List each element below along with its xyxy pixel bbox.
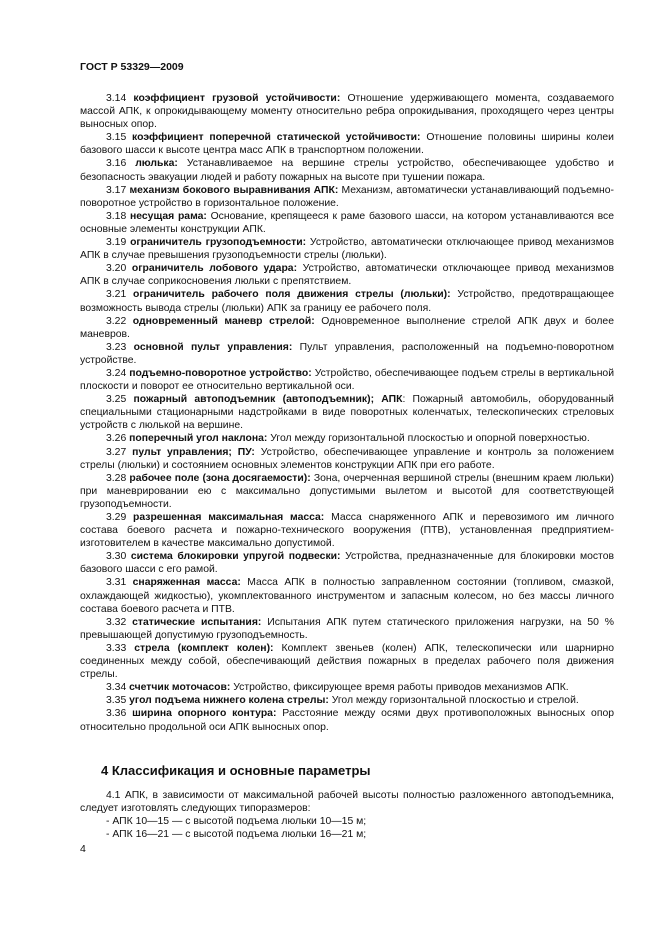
definition-number: 3.29 [106,512,127,523]
definition-text: Одновременное выполнение стрелой АПК двух и более маневров. [80,315,614,340]
definition-item [80,210,614,236]
definition-text: Устанавливаемое на вершине стрелы устройство, обеспечивающее удобство и безопасность эвакуации людей и работу пожарных на высоте при тушении пожара. [80,158,614,183]
definition-number: 3.16 [106,158,127,170]
definition-term: стрела (комплект колен): [134,642,274,654]
definition-number: 3.26 [106,433,127,445]
definition-item [80,550,614,576]
definition-text: Комплект звеньев (колен) АПК, телескопически или шарнирно соединенных между собой, обеспечивающий действия пожарных в пределах рабочего поля движения стрелы. [80,642,615,681]
definition-term: поперечный угол наклона: [129,433,268,445]
definition-item [80,131,614,157]
definition-item [80,92,614,131]
definition-item [80,446,614,472]
definition-item [80,341,614,367]
definition-item [80,681,614,694]
definition-text: Испытания АПК путем статического приложения нагрузки, на 50 % превышающей допустимую грузоподъемность. [80,616,615,641]
definition-term: ширина опорного контура: [132,708,277,720]
definition-term: снаряженная масса: [132,577,241,589]
definition-term: статические испытания: [132,616,262,628]
definition-text: Устройство, автоматически отключающее привод механизмов АПК в случае соприкосновения люльки с препятствием. [80,263,614,288]
definition-term: основной пульт управления: [133,341,293,353]
definition-text: Отношение удерживающего момента, создаваемого массой АПК, к опрокидывающему моменту относительно ребра опрокидывания, проходящего через центры выносных опор. [80,93,615,131]
definition-term: рабочее поле (зона досягаемости): [129,472,311,484]
definition-term: люлька: [135,158,178,170]
definition-number: 3.18 [106,210,127,222]
page-content [80,92,614,841]
definition-term: несущая рама: [129,210,207,222]
definition-number: 3.33 [106,642,127,654]
definition-text: Механизм, автоматически устанавливающий подъемно-поворотное устройство в горизонтальное положение. [80,184,614,209]
definition-item [80,576,614,615]
list-item: - АПК 16—21 — с высотой подъема люльки 16—21 м; [106,828,367,840]
definition-text: Масса снаряженного АПК и перевозимого им личного состава боевого расчета и пожарно-технического вооружения (ПТВ), установленная предприятием-изготовителем в качестве максимально допустимой. [80,512,614,550]
definition-term: разрешенная максимальная масса: [133,512,325,523]
definition-number: 3.20 [106,263,127,275]
definition-text: Угол между горизонтальной плоскостью и опорной поверхностью. [267,433,590,445]
definition-number: 3.36 [106,708,127,720]
definition-item [80,367,614,393]
definition-text: Масса АПК в полностью заправленном состоянии (топливом, смазкой, охлаждающей жидкостью), укомплектованного инструментом и запасным колесом, но без массы личного состава боевого расчета и ПТВ. [80,577,614,615]
definition-term: механизм бокового выравнивания АПК: [129,184,339,196]
definition-text: Отношение половины ширины колеи базового шасси к высоте центра масс АПК в транспортном положении. [80,132,614,157]
definition-text: Устройство, предотвращающее возможность вывода стрелы (люльки) АПК за границу ее рабочего поля. [80,289,614,314]
definition-text: Зона, очерченная вершиной стрелы (внешним краем люльки) при маневрировании ею с максимально допустимыми вылетом и высотой для соответствующей грузоподъемности. [80,472,614,510]
definition-text: Устройство, автоматически отключающее привод механизмов АПК в случае превышения грузоподъемности стрелы (люльки). [80,237,615,262]
definition-text: Устройство, обеспечивающее подъем стрелы в вертикальной плоскости и поворот ее относительно вертикальной оси. [80,367,615,393]
definition-item [80,262,614,288]
definition-number: 3.32 [106,616,127,628]
definition-text: : Пожарный автомобиль, оборудованный специальными стационарными надстройками в виде поворотных коленчатых, телескопических стреловых устройств с люлькой на вершине. [80,394,614,432]
definition-text: Угол между горизонтальной плоскостью и стрелой. [328,695,579,707]
definition-item [80,432,614,445]
definition-number: 3.34 [106,682,127,694]
definition-term: подъемно-поворотное устройство: [129,367,312,379]
section-title: 4 Классификация и основные параметры [101,762,371,778]
definition-number: 3.17 [106,184,127,196]
definition-text: Устройство, обеспечивающее управление и контроль за положением стрелы (люльки) и состоянием основных элементов конструкции АПК при его работе. [80,446,614,471]
definition-term: пожарный автоподъемник (автоподъемник); АПК [133,394,403,406]
definition-term: коэффициент поперечной статической устойчивости: [132,132,421,144]
definitions-list [80,92,614,734]
definition-item [80,288,614,314]
definition-item [80,315,614,341]
definition-item [80,707,614,733]
definition-number: 3.24 [106,367,127,379]
definition-item [80,694,614,707]
definition-term: угол подъема нижнего колена стрелы: [129,695,329,707]
definition-term: ограничитель лобового удара: [131,263,298,275]
definition-number: 3.28 [106,472,127,484]
definition-number: 3.30 [106,551,127,563]
definition-text: Основание, крепящееся к раме базового шасси, на котором устанавливаются все основные элементы конструкции АПК. [80,210,614,235]
definition-item [80,236,614,262]
definition-term: коэффициент грузовой устойчивости: [133,93,341,104]
page-number: 4 [80,843,86,855]
definition-text: Пульт управления, расположенный на подъемно-поворотном устройстве. [80,341,615,366]
definition-text: Устройство, фиксирующее время работы приводов механизмов АПК. [230,682,569,694]
definition-item [80,616,614,642]
definition-number: 3.21 [106,289,127,301]
definition-number: 3.35 [106,695,127,707]
definition-item [80,511,614,550]
definition-term: счетчик моточасов: [129,682,231,694]
definition-number: 3.23 [106,341,127,353]
definition-number: 3.31 [106,577,127,589]
definition-number: 3.25 [106,394,127,406]
definition-term: одновременный маневр стрелой: [132,315,315,327]
definition-number: 3.27 [106,446,127,458]
definition-term: система блокировки упругой подвески: [130,551,341,563]
definition-text: Расстояние между осями двух противоположных выносных опор относительно продольной оси АПК выносных опор. [80,708,615,733]
definition-item [80,184,614,210]
definition-item [80,472,614,511]
definition-item [80,642,614,681]
definition-term: ограничитель рабочего поля движения стрелы (люльки): [133,289,451,301]
definition-number: 3.14 [106,93,127,104]
definition-number: 3.22 [106,315,127,327]
definition-number: 3.15 [106,132,127,144]
list-item: - АПК 10—15 — с высотой подъема люльки 10—15 м; [106,815,367,827]
section-intro: 4.1 АПК, в зависимости от максимальной рабочей высоты полностью разложенного автоподъемника, следует изготовлять следующих типоразмеров: [80,789,614,814]
definition-item [80,157,614,183]
definition-number: 3.19 [106,237,127,249]
definition-term: пульт управления; ПУ: [132,446,255,458]
definition-item [80,393,614,432]
document-header: ГОСТ Р 53329—2009 [80,61,184,73]
definition-text: Устройства, предназначенные для блокировки мостов базового шасси с его рамой. [80,551,614,576]
definition-term: ограничитель грузоподъемности: [130,237,307,249]
